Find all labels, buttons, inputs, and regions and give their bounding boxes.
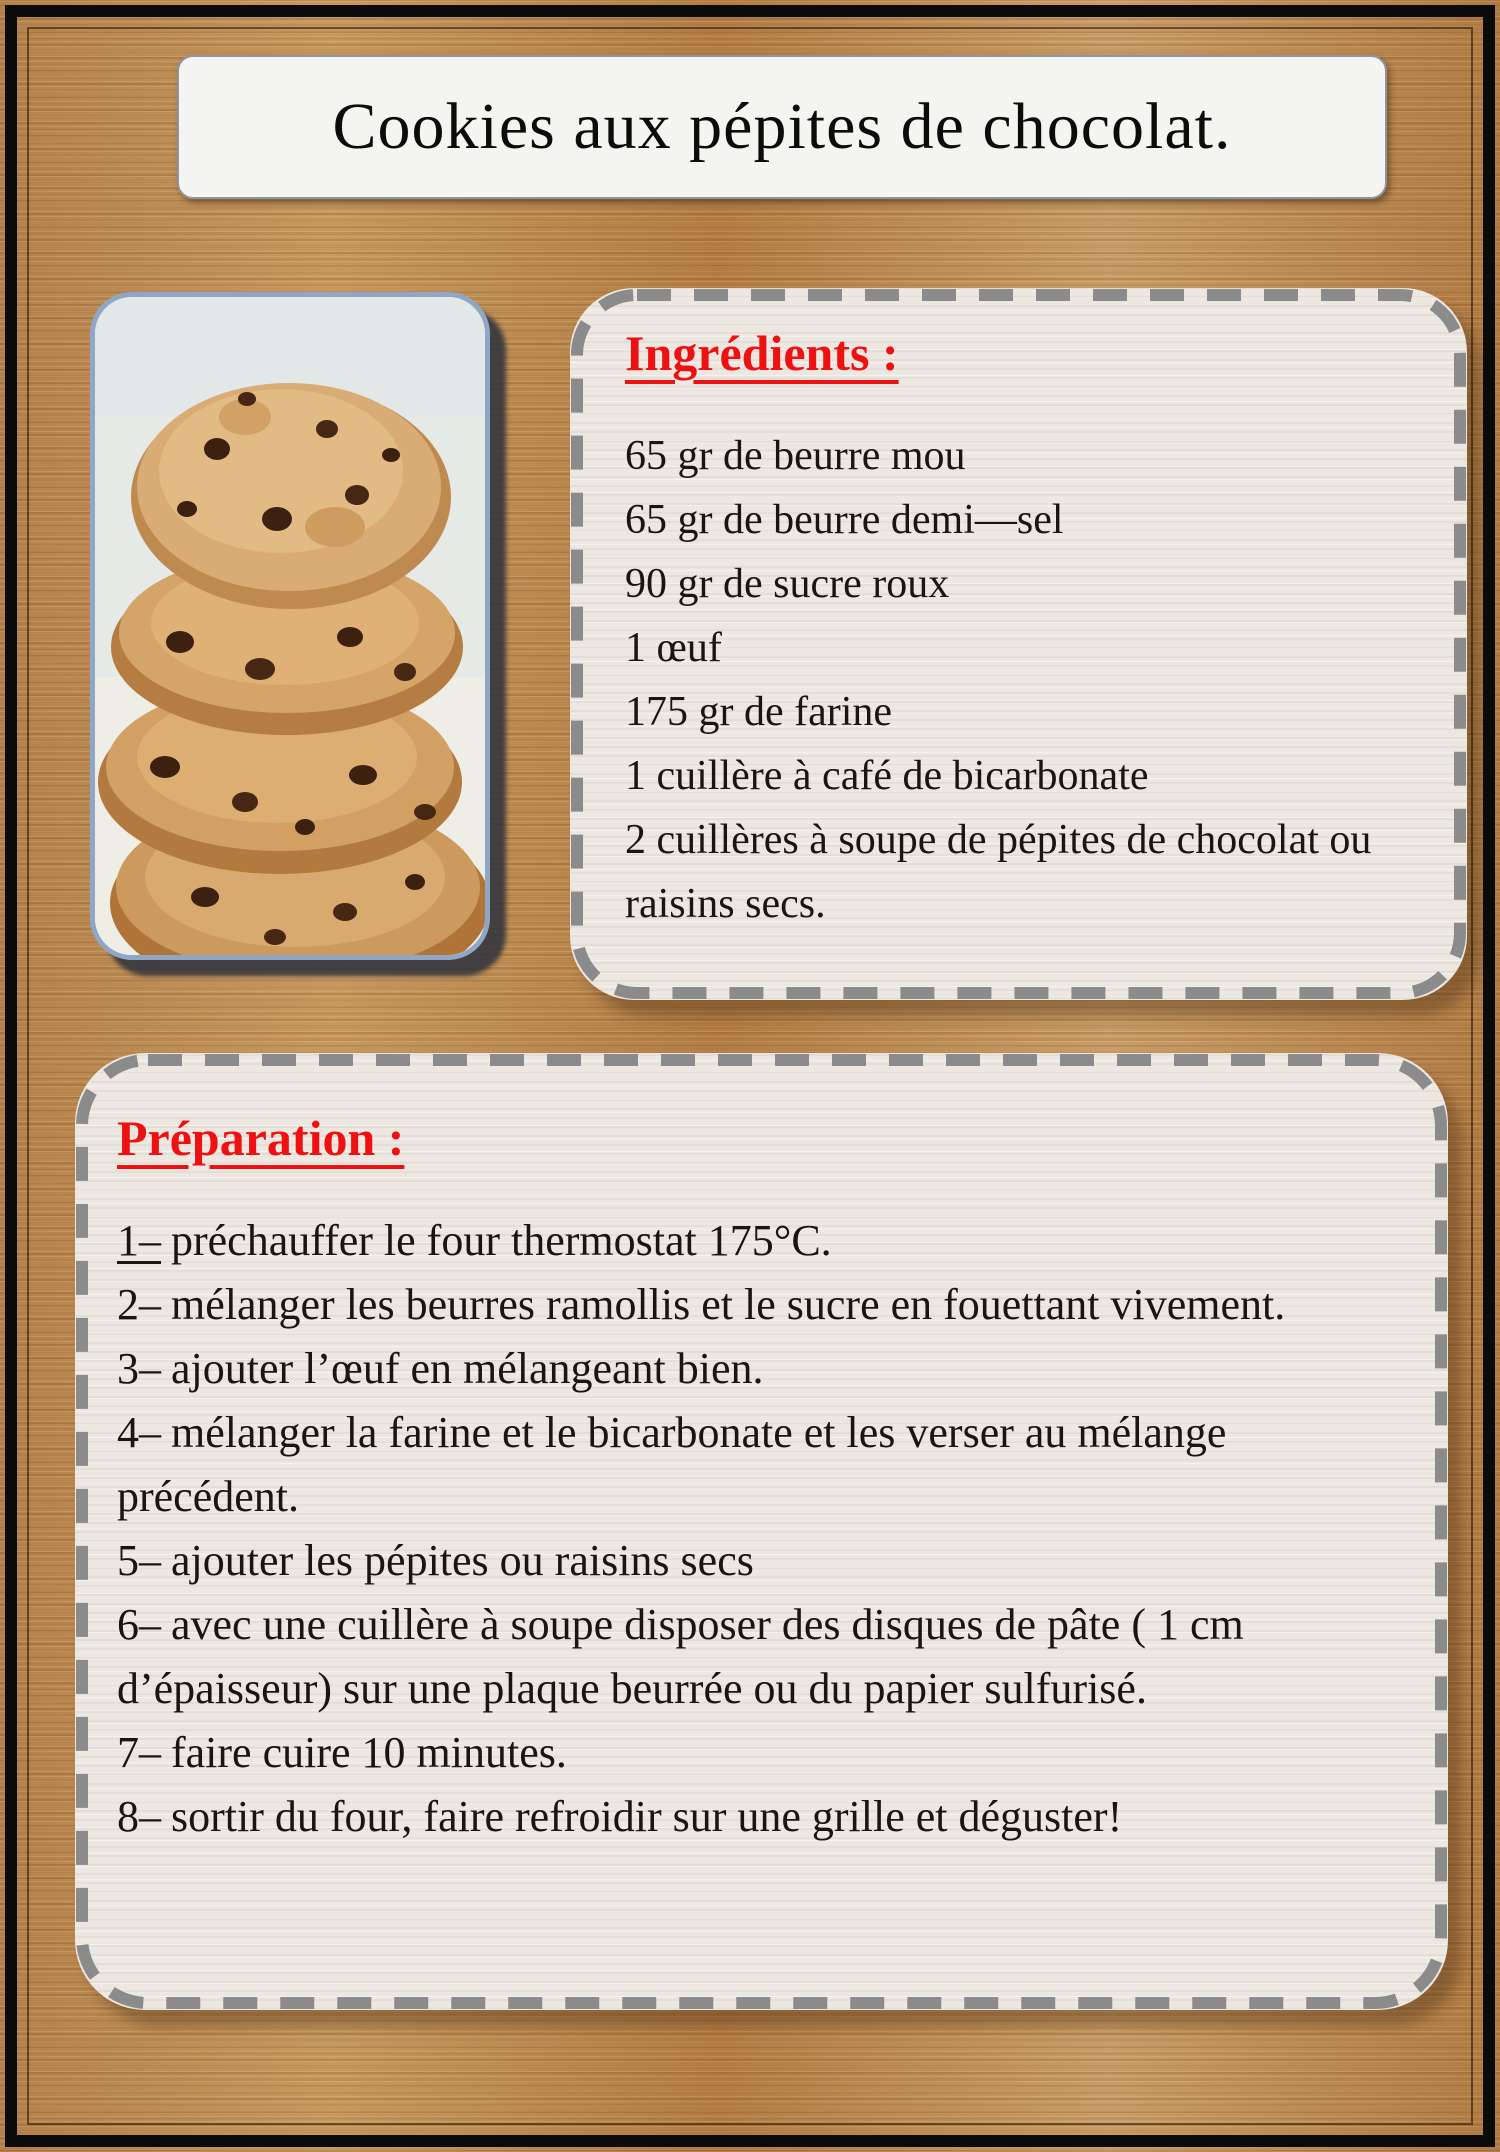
step-number: 4– [117,1408,161,1457]
list-item [117,1593,1398,1721]
list-item: 175 gr de farine [625,689,893,735]
title-banner [177,55,1387,199]
list-item: 65 gr de beurre demi—sel [625,497,1064,543]
step-text: mélanger les beurres ramollis et le sucre en fouettant vivement. [171,1280,1286,1329]
list-item: 2 cuillères à soupe de pépites de chocolat ou raisins secs. [625,817,1372,927]
list-item [117,1785,1398,1849]
ingredients-panel [570,288,1467,1000]
step-number: 1– [117,1216,161,1265]
step-text: ajouter les pépites ou raisins secs [171,1536,754,1585]
list-item [117,1529,1398,1593]
preparation-panel [75,1053,1448,2010]
list-item [117,1721,1398,1785]
page-title: Cookies aux pépites de chocolat. [332,90,1232,163]
list-item [117,1209,1398,1273]
list-item: 1 cuillère à café de bicarbonate [625,753,1149,799]
step-text: préchauffer le four thermostat 175°C. [171,1216,832,1265]
step-text: faire cuire 10 minutes. [171,1728,567,1777]
step-number: 8– [117,1792,161,1841]
preparation-heading: Préparation : [117,1110,405,1166]
step-text: mélanger la farine et le bicarbonate et les verser au mélange précédent. [117,1408,1227,1521]
list-item: 1 œuf [625,625,722,671]
step-text: avec une cuillère à soupe disposer des disques de pâte ( 1 cm d’épaisseur) sur une plaque beurrée ou du papier sulfurisé. [117,1600,1244,1713]
step-text: sortir du four, faire refroidir sur une grille et déguster! [171,1792,1123,1841]
list-item: 65 gr de beurre mou [625,433,966,479]
list-item [117,1273,1398,1337]
list-item [117,1401,1398,1529]
step-number: 3– [117,1344,161,1393]
step-number: 5– [117,1536,161,1585]
cookies-photo [90,292,490,960]
cookies-photo-illustration [95,297,485,955]
step-text: ajouter l’œuf en mélangeant bien. [171,1344,764,1393]
step-number: 7– [117,1728,161,1777]
step-number: 2– [117,1280,161,1329]
step-number: 6– [117,1600,161,1649]
ingredients-heading: Ingrédients : [625,325,899,381]
list-item: 90 gr de sucre roux [625,561,950,607]
list-item [117,1337,1398,1401]
